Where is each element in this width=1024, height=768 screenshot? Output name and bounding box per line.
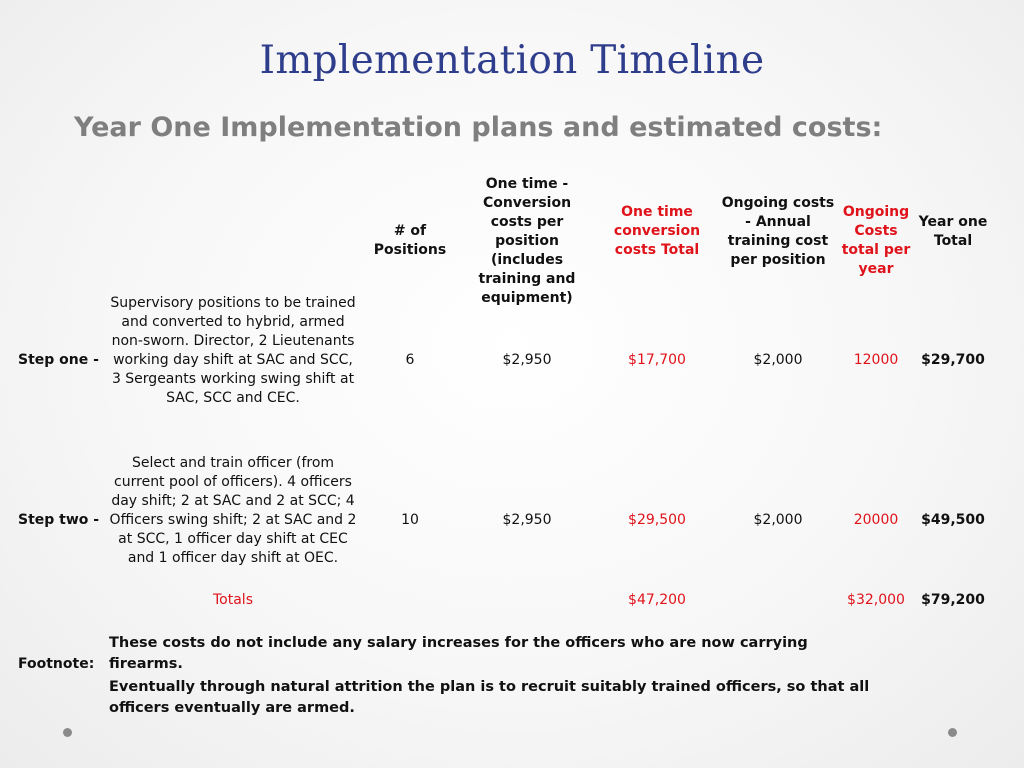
cell-ongoing-total: 12000 [853, 352, 899, 368]
cell-one-time-total: $29,500 [628, 512, 686, 528]
footnote-label: Footnote: [18, 656, 95, 672]
row-label-step-one: Step one - [18, 352, 99, 368]
totals-ongoing-total: $32,000 [847, 592, 905, 608]
header-one-time-total: One time conversion costs Total [613, 204, 701, 258]
header-year-one-total: Year one Total [918, 214, 988, 249]
row-description-step-two: Select and train officer (from current pool of officers). 4 officers day shift; 2 at SAC and 2 at SCC; 4 Officers swing shift; 2 at SAC and 2 at SCC, 1 officer day shift at CEC and 1 officer day shift at OEC. [109, 455, 357, 566]
totals-year-one-total: $79,200 [921, 592, 985, 608]
cell-one-time-per-position: $2,950 [502, 512, 552, 528]
cell-positions: 10 [401, 512, 419, 528]
totals-label: Totals [213, 592, 253, 608]
totals-one-time-total: $47,200 [628, 592, 686, 608]
header-one-time-per-position: One time - Conversion costs per position (includes training and equipment) [478, 176, 576, 306]
header-positions: # of Positions [373, 223, 447, 258]
cell-positions: 6 [405, 352, 415, 368]
cell-one-time-per-position: $2,950 [502, 352, 552, 368]
cell-ongoing-per-position: $2,000 [753, 352, 803, 368]
page-subtitle: Year One Implementation plans and estimated costs: [74, 112, 883, 143]
page-title: Implementation Timeline [259, 38, 765, 83]
header-ongoing-total: Ongoing Costs total per year [841, 204, 911, 277]
footnote-line-1: These costs do not include any salary increases for the officers who are now carrying firearms. [109, 635, 808, 672]
header-ongoing-per-position: Ongoing costs - Annual training cost per position [721, 195, 835, 268]
cell-ongoing-total: 20000 [853, 512, 899, 528]
footnote-line-2: Eventually through natural attrition the plan is to recruit suitably trained officers, so that all officers eventually are armed. [109, 679, 870, 716]
row-label-step-two: Step two - [18, 512, 100, 528]
decor-dot-right [948, 728, 957, 737]
cell-ongoing-per-position: $2,000 [753, 512, 803, 528]
cell-year-one-total: $29,700 [921, 352, 985, 368]
cell-year-one-total: $49,500 [921, 512, 985, 528]
decor-dot-left [63, 728, 72, 737]
cell-one-time-total: $17,700 [628, 352, 686, 368]
row-description-step-one: Supervisory positions to be trained and converted to hybrid, armed non-sworn. Director, 2 Lieutenants working day shift at SAC and SCC, 3 Sergeants working swing shift at SAC, SCC and CEC. [110, 295, 356, 406]
